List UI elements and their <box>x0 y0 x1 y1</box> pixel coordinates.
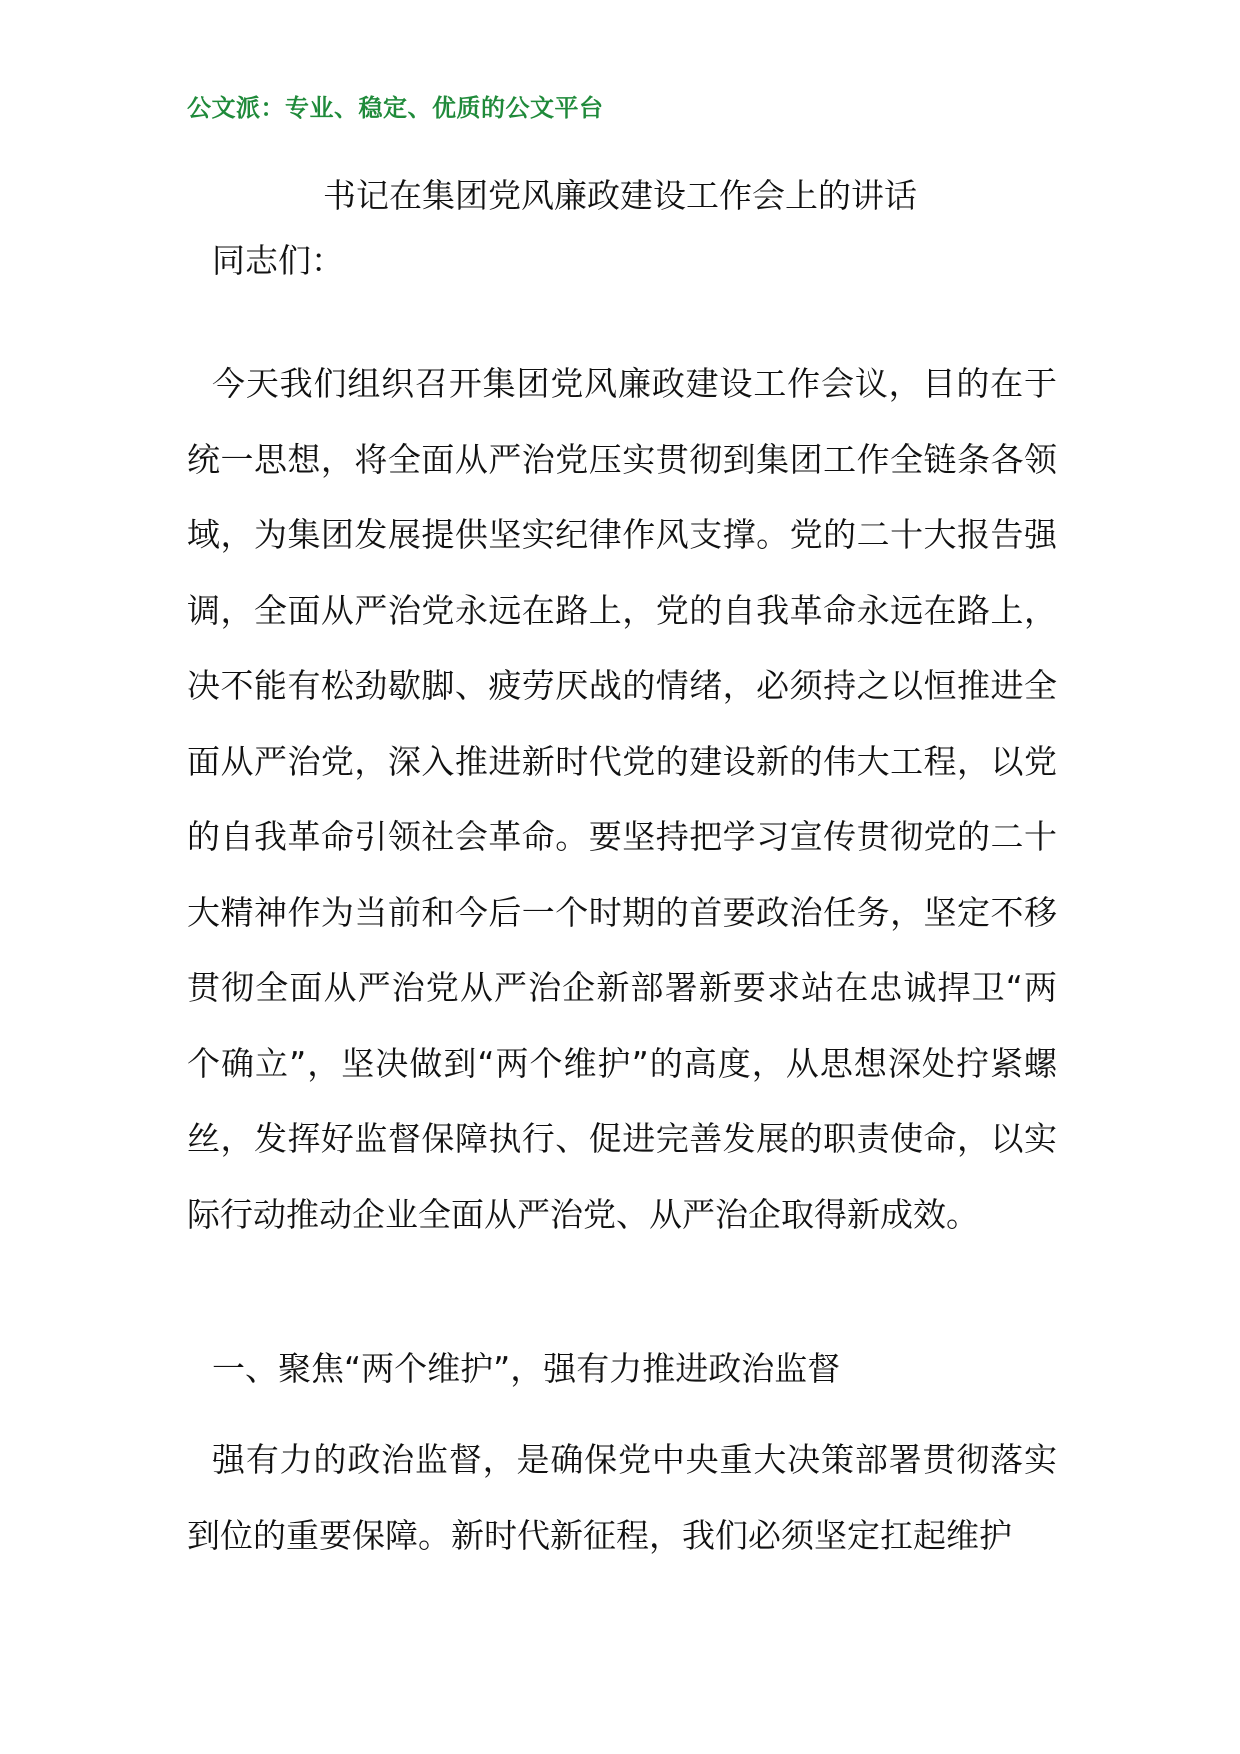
document-title: 书记在集团党风廉政建设工作会上的讲话 <box>323 176 917 215</box>
body-paragraph: 强有力的政治监督，是确保党中央重大决策部署贯彻落实到位的重要保障。新时代新征程，我们必须坚定扛起维护 <box>187 1440 1057 1555</box>
salutation: 同志们： <box>212 241 344 280</box>
body-paragraph: 今天我们组织召开集团党风廉政建设工作会议，目的在于统一思想，将全面从严治党压实贯彻到集团工作全链条各领域，为集团发展提供坚实纪律作风支撑。党的二十大报告强调，全面从严治党永远在路上，党的自我革命永远在路上，决不能有松劲歇脚、疲劳厌战的情绪，必须持之以恒推进全面从严治党，深入推进新时代党的建设新的伟大工程，以党的自我革命引领社会革命。要坚持把学习宣传贯彻党的二十大精神作为当前和今后一个时期的首要政治任务，坚定不移贯彻全面从严治党从严治企新部署新要求站在忠诚捍卫“两个确立”，坚决做到“两个维护”的高度，从思想深处拧紧螺丝，发挥好监督保障执行、促进完善发展的职责使命，以实际行动推动企业全面从严治党、从严治企取得新成效。 <box>187 364 1057 1234</box>
header-brand-text: 公文派：专业、稳定、优质的公文平台 <box>187 94 604 122</box>
section-heading: 一、聚焦“两个维护”，强有力推进政治监督 <box>212 1349 841 1388</box>
